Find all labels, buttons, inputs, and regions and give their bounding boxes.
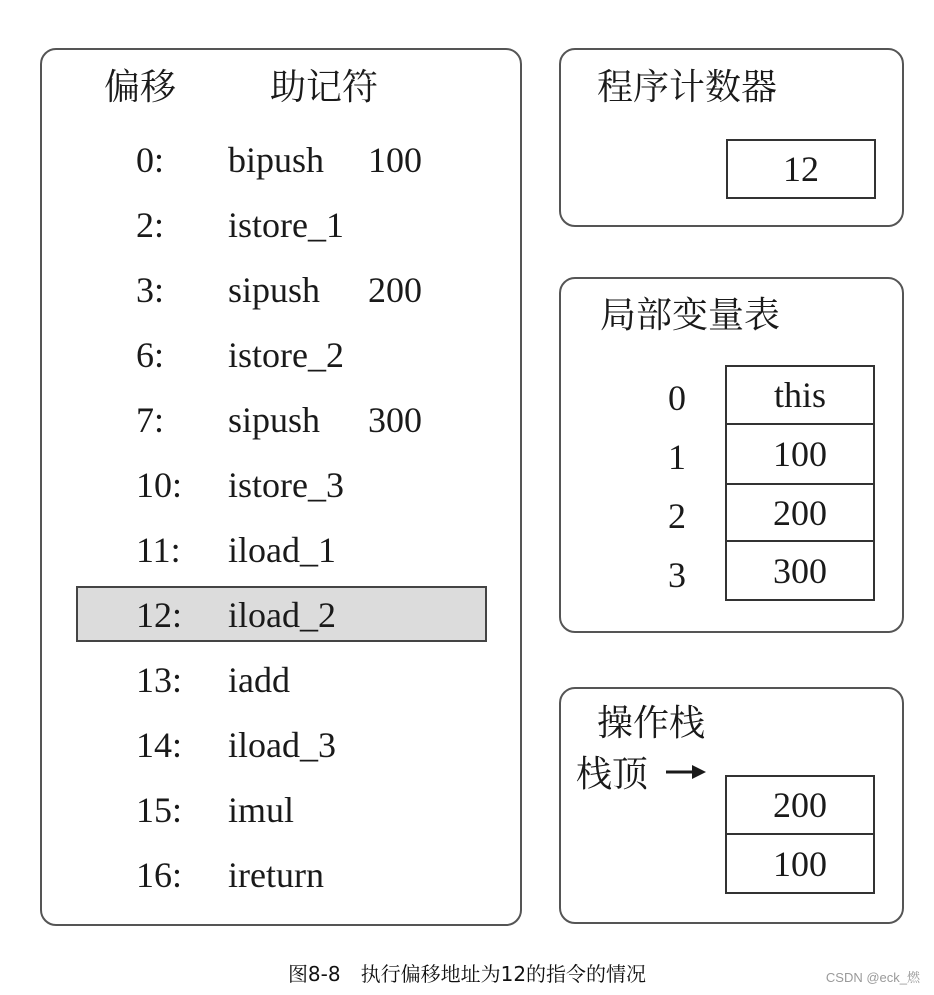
slot-index-1: 1 (668, 437, 686, 477)
op-15: imul (228, 790, 295, 830)
stack-item-top: 200 (725, 775, 875, 835)
op-3: sipush (228, 270, 321, 310)
operand-stack-title: 操作栈 (597, 703, 706, 744)
offset-16: 16: (136, 855, 183, 895)
stack-item-bottom: 100 (725, 833, 875, 894)
offset-10: 10: (136, 465, 183, 505)
offset-6: 6: (136, 335, 165, 375)
stack-top-label: 栈顶 (576, 754, 649, 795)
op-14: iload_3 (228, 725, 336, 765)
offset-13: 13: (136, 660, 183, 700)
figure-caption: 图8-8 执行偏移地址为12的指令的情况 (287, 962, 647, 986)
arg-3: 200 (368, 270, 422, 310)
offset-header: 偏移 (104, 67, 177, 108)
op-7: sipush (228, 400, 321, 440)
right-arrow-icon (664, 762, 708, 782)
slot-value-1: 100 (725, 423, 875, 485)
offset-7: 7: (136, 400, 165, 440)
offset-15: 15: (136, 790, 183, 830)
local-variables-title: 局部变量表 (600, 295, 781, 336)
program-counter-title: 程序计数器 (597, 67, 778, 108)
slot-value-0: this (725, 365, 875, 425)
slot-value-3: 300 (725, 540, 875, 601)
op-12: iload_2 (228, 595, 336, 635)
offset-12: 12: (136, 595, 183, 635)
op-0: bipush (228, 140, 325, 180)
op-2: istore_1 (228, 205, 344, 245)
offset-14: 14: (136, 725, 183, 765)
op-13: iadd (228, 660, 290, 700)
slot-index-3: 3 (668, 555, 686, 595)
offset-11: 11: (136, 530, 181, 570)
offset-3: 3: (136, 270, 165, 310)
program-counter-value: 12 (726, 139, 876, 199)
op-6: istore_2 (228, 335, 344, 375)
slot-value-2: 200 (725, 483, 875, 542)
watermark: CSDN @eck_燃 (825, 970, 920, 985)
slot-index-0: 0 (668, 378, 686, 418)
slot-index-2: 2 (668, 496, 686, 536)
offset-2: 2: (136, 205, 165, 245)
arg-7: 300 (368, 400, 422, 440)
arg-0: 100 (368, 140, 422, 180)
op-11: iload_1 (228, 530, 336, 570)
offset-0: 0: (136, 140, 165, 180)
op-10: istore_3 (228, 465, 344, 505)
mnemonic-header: 助记符 (270, 67, 379, 108)
op-16: ireturn (228, 855, 324, 895)
